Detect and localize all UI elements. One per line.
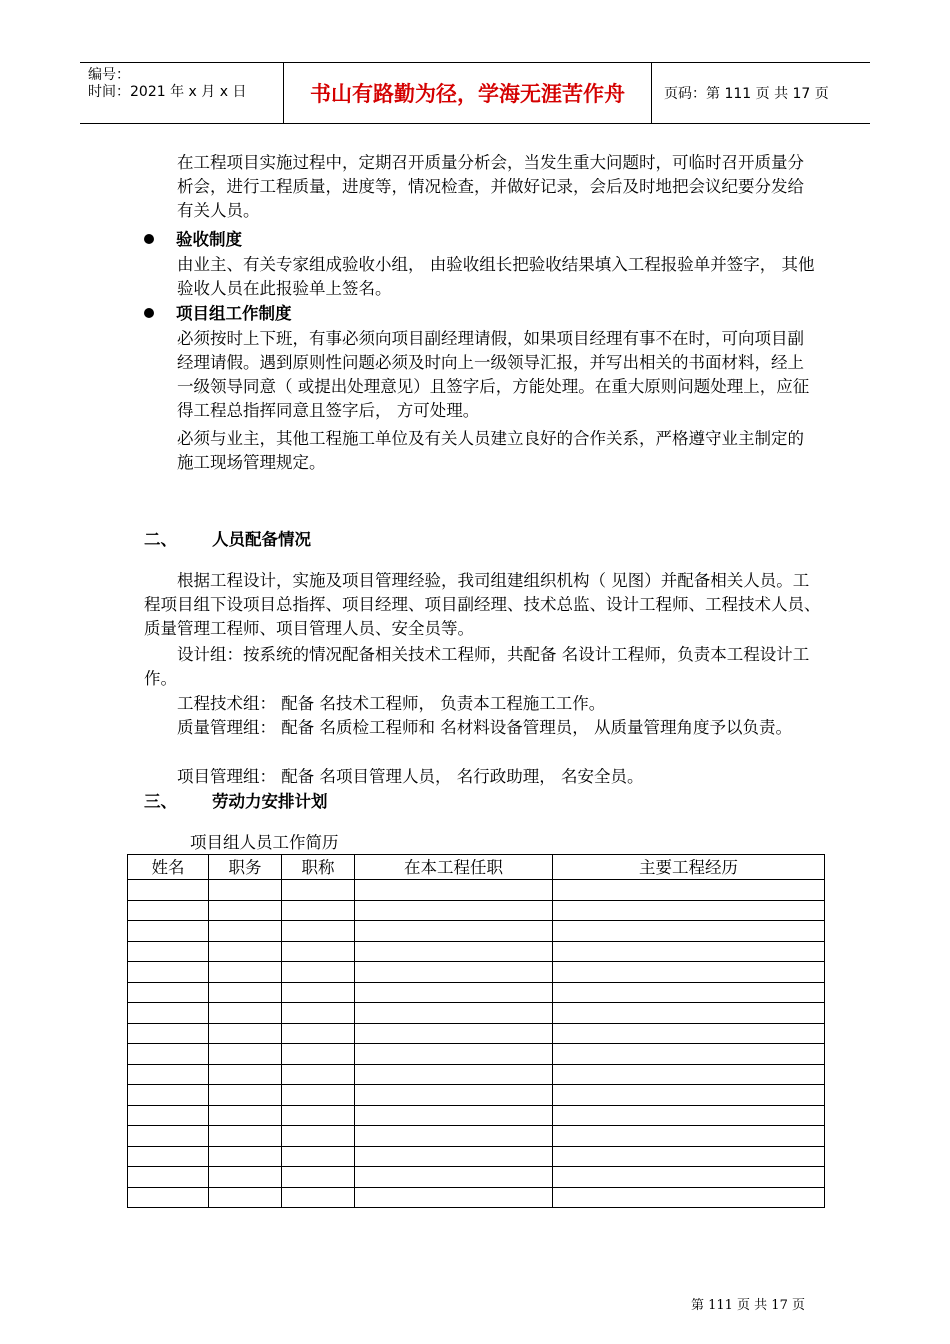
table-cell[interactable] [128, 1064, 209, 1085]
table-cell[interactable] [355, 982, 553, 1003]
table-cell[interactable] [282, 962, 355, 983]
table-cell[interactable] [355, 941, 553, 962]
table-cell[interactable] [355, 1023, 553, 1044]
table-row [128, 921, 825, 942]
table-cell[interactable] [553, 982, 825, 1003]
table-cell[interactable] [355, 1003, 553, 1024]
header-meta [80, 63, 284, 123]
table-cell[interactable] [209, 941, 282, 962]
table-cell[interactable] [553, 1126, 825, 1147]
section3-number: 三、 [144, 792, 177, 811]
team-rules-para1: 必须按时上下班，有事必须向项目副经理请假，如果项目经理有事不在时，可向项目副经理请假。遇到原则性问题必须及时向上一级领导汇报，并写出相关的书面材料，经上一级领导同意（ 或提出处理意见）且签字后，方能处理。在重大原则问题处理上，应征得工程总指挥同意且签字后， 方可处理。 [177, 329, 810, 420]
table-cell[interactable] [553, 1146, 825, 1167]
bullet-icon [144, 308, 154, 318]
table-cell[interactable] [209, 1044, 282, 1065]
table-cell[interactable] [355, 1044, 553, 1065]
time-label: 时间：2021 年 x 月 x 日 [88, 84, 247, 100]
table-cell[interactable] [282, 982, 355, 1003]
table-cell[interactable] [128, 962, 209, 983]
table-cell[interactable] [355, 921, 553, 942]
header-page-label: 页码：第 111 页 共 17 页 [664, 86, 829, 102]
section2-number: 二、 [144, 530, 177, 549]
table-cell[interactable] [553, 1003, 825, 1024]
table-cell[interactable] [553, 1064, 825, 1085]
table-cell[interactable] [209, 921, 282, 942]
table-cell[interactable] [355, 900, 553, 921]
team-rules-para2: 必须与业主，其他工程施工单位及有关人员建立良好的合作关系，严格遵守业主制定的施工现场管理规定。 [177, 429, 804, 472]
page-header [80, 62, 870, 124]
section3-heading [144, 790, 328, 814]
table-cell[interactable] [128, 1023, 209, 1044]
table-cell[interactable] [128, 1187, 209, 1208]
table-cell[interactable] [355, 1105, 553, 1126]
table-row [128, 1187, 825, 1208]
table-cell[interactable] [355, 1146, 553, 1167]
table-cell[interactable] [282, 1126, 355, 1147]
table-row [128, 1003, 825, 1024]
table-cell[interactable] [128, 982, 209, 1003]
acceptance-title: 验收制度 [176, 230, 242, 249]
team-rules-title: 项目组工作制度 [176, 304, 292, 323]
section2-title: 人员配备情况 [212, 530, 311, 549]
table-cell[interactable] [128, 1085, 209, 1106]
table-cell[interactable] [553, 1085, 825, 1106]
table-cell[interactable] [282, 1085, 355, 1106]
table-row [128, 1064, 825, 1085]
table-cell[interactable] [209, 1146, 282, 1167]
table-cell[interactable] [282, 900, 355, 921]
table-cell[interactable] [355, 1064, 553, 1085]
table-cell[interactable] [128, 1003, 209, 1024]
table-header-row [128, 855, 825, 880]
table-cell[interactable] [209, 1064, 282, 1085]
table-cell[interactable] [282, 921, 355, 942]
table-row [128, 941, 825, 962]
table-cell[interactable] [209, 1167, 282, 1188]
section2-heading [144, 528, 311, 552]
table-cell[interactable] [355, 1126, 553, 1147]
table-cell[interactable] [209, 1126, 282, 1147]
page-footer: 第 111 页 共 17 页 [690, 1298, 805, 1313]
section2-para3: 工程技术组： 配备 名技术工程师， 负责本工程施工工作。 [177, 694, 606, 713]
table-cell[interactable] [209, 1187, 282, 1208]
table-row [128, 900, 825, 921]
table-cell[interactable] [355, 962, 553, 983]
table-row [128, 1105, 825, 1126]
table-cell[interactable] [553, 1105, 825, 1126]
table-cell[interactable] [553, 1044, 825, 1065]
table-cell[interactable] [355, 880, 553, 901]
table-cell[interactable] [128, 1146, 209, 1167]
table-cell[interactable] [128, 1126, 209, 1147]
section2-para5: 项目管理组： 配备 名项目管理人员， 名行政助理， 名安全员。 [177, 767, 644, 786]
section3-title: 劳动力安排计划 [212, 792, 328, 811]
table-cell[interactable] [282, 1064, 355, 1085]
table-cell[interactable] [128, 921, 209, 942]
table-cell[interactable] [282, 1044, 355, 1065]
table-row [128, 1023, 825, 1044]
table-cell[interactable] [282, 880, 355, 901]
table-cell[interactable] [553, 1187, 825, 1208]
acceptance-heading [144, 228, 242, 252]
meeting-paragraph: 在工程项目实施过程中，定期召开质量分析会，当发生重大问题时，可临时召开质量分析会，进行工程质量，进度等，情况检查，并做好记录，会后及时地把会议纪要分发给有关人员。 [177, 153, 804, 220]
table-cell[interactable] [553, 880, 825, 901]
table-row [128, 962, 825, 983]
column-header-experience: 主要工程经历 [553, 855, 825, 880]
table-cell[interactable] [553, 962, 825, 983]
table-cell[interactable] [282, 1187, 355, 1208]
section2-para4: 质量管理组： 配备 名质检工程师和 名材料设备管理员， 从质量管理角度予以负责。 [177, 718, 792, 737]
bullet-icon [144, 234, 154, 244]
table-title: 项目组人员工作简历 [190, 833, 339, 852]
table-cell[interactable] [355, 1085, 553, 1106]
table-cell[interactable] [128, 941, 209, 962]
resume-table [127, 854, 825, 1208]
table-cell[interactable] [209, 1003, 282, 1024]
column-header-title: 职称 [282, 855, 355, 880]
table-cell[interactable] [209, 1105, 282, 1126]
table-cell[interactable] [282, 1167, 355, 1188]
table-cell[interactable] [282, 1146, 355, 1167]
table-cell[interactable] [355, 1167, 553, 1188]
table-cell[interactable] [209, 962, 282, 983]
section2-para2: 设计组：按系统的情况配备相关技术工程师，共配备 名设计工程师，负责本工程设计工作。 [144, 645, 810, 688]
table-cell[interactable] [128, 1167, 209, 1188]
table-cell[interactable] [553, 1023, 825, 1044]
table-cell[interactable] [209, 880, 282, 901]
number-label: 编号： [88, 67, 130, 83]
table-cell[interactable] [355, 1187, 553, 1208]
table-row [128, 982, 825, 1003]
table-cell[interactable] [282, 1023, 355, 1044]
table-row [128, 1044, 825, 1065]
table-cell[interactable] [282, 1003, 355, 1024]
table-cell[interactable] [282, 941, 355, 962]
table-cell[interactable] [209, 982, 282, 1003]
table-cell[interactable] [128, 1105, 209, 1126]
table-row [128, 1146, 825, 1167]
acceptance-text: 由业主、有关专家组成验收小组， 由验收组长把验收结果填入工程报验单并签字， 其他验收人员在此报验单上签名。 [177, 255, 815, 298]
column-header-name: 姓名 [128, 855, 209, 880]
team-rules-heading [144, 302, 292, 326]
table-cell[interactable] [209, 1023, 282, 1044]
table-cell[interactable] [128, 880, 209, 901]
table-row [128, 1085, 825, 1106]
table-cell[interactable] [553, 1167, 825, 1188]
table-row [128, 1126, 825, 1147]
table-cell[interactable] [209, 1085, 282, 1106]
table-cell[interactable] [282, 1105, 355, 1126]
header-motto: 书山有路勤为径，学海无涯苦作舟 [284, 63, 652, 123]
table-cell[interactable] [128, 900, 209, 921]
table-cell[interactable] [128, 1044, 209, 1065]
table-cell[interactable] [553, 900, 825, 921]
column-header-position: 职务 [209, 855, 282, 880]
column-header-role: 在本工程任职 [355, 855, 553, 880]
table-row [128, 880, 825, 901]
table-cell[interactable] [553, 941, 825, 962]
table-row [128, 1167, 825, 1188]
section2-para1: 根据工程设计，实施及项目管理经验，我司组建组织机构（ 见图）并配备相关人员。工程项目组下设项目总指挥、项目经理、项目副经理、技术总监、设计工程师、工程技术人员、质量管理工程师、项目管理人员、安全员等。 [144, 571, 821, 638]
table-cell[interactable] [209, 900, 282, 921]
table-cell[interactable] [553, 921, 825, 942]
